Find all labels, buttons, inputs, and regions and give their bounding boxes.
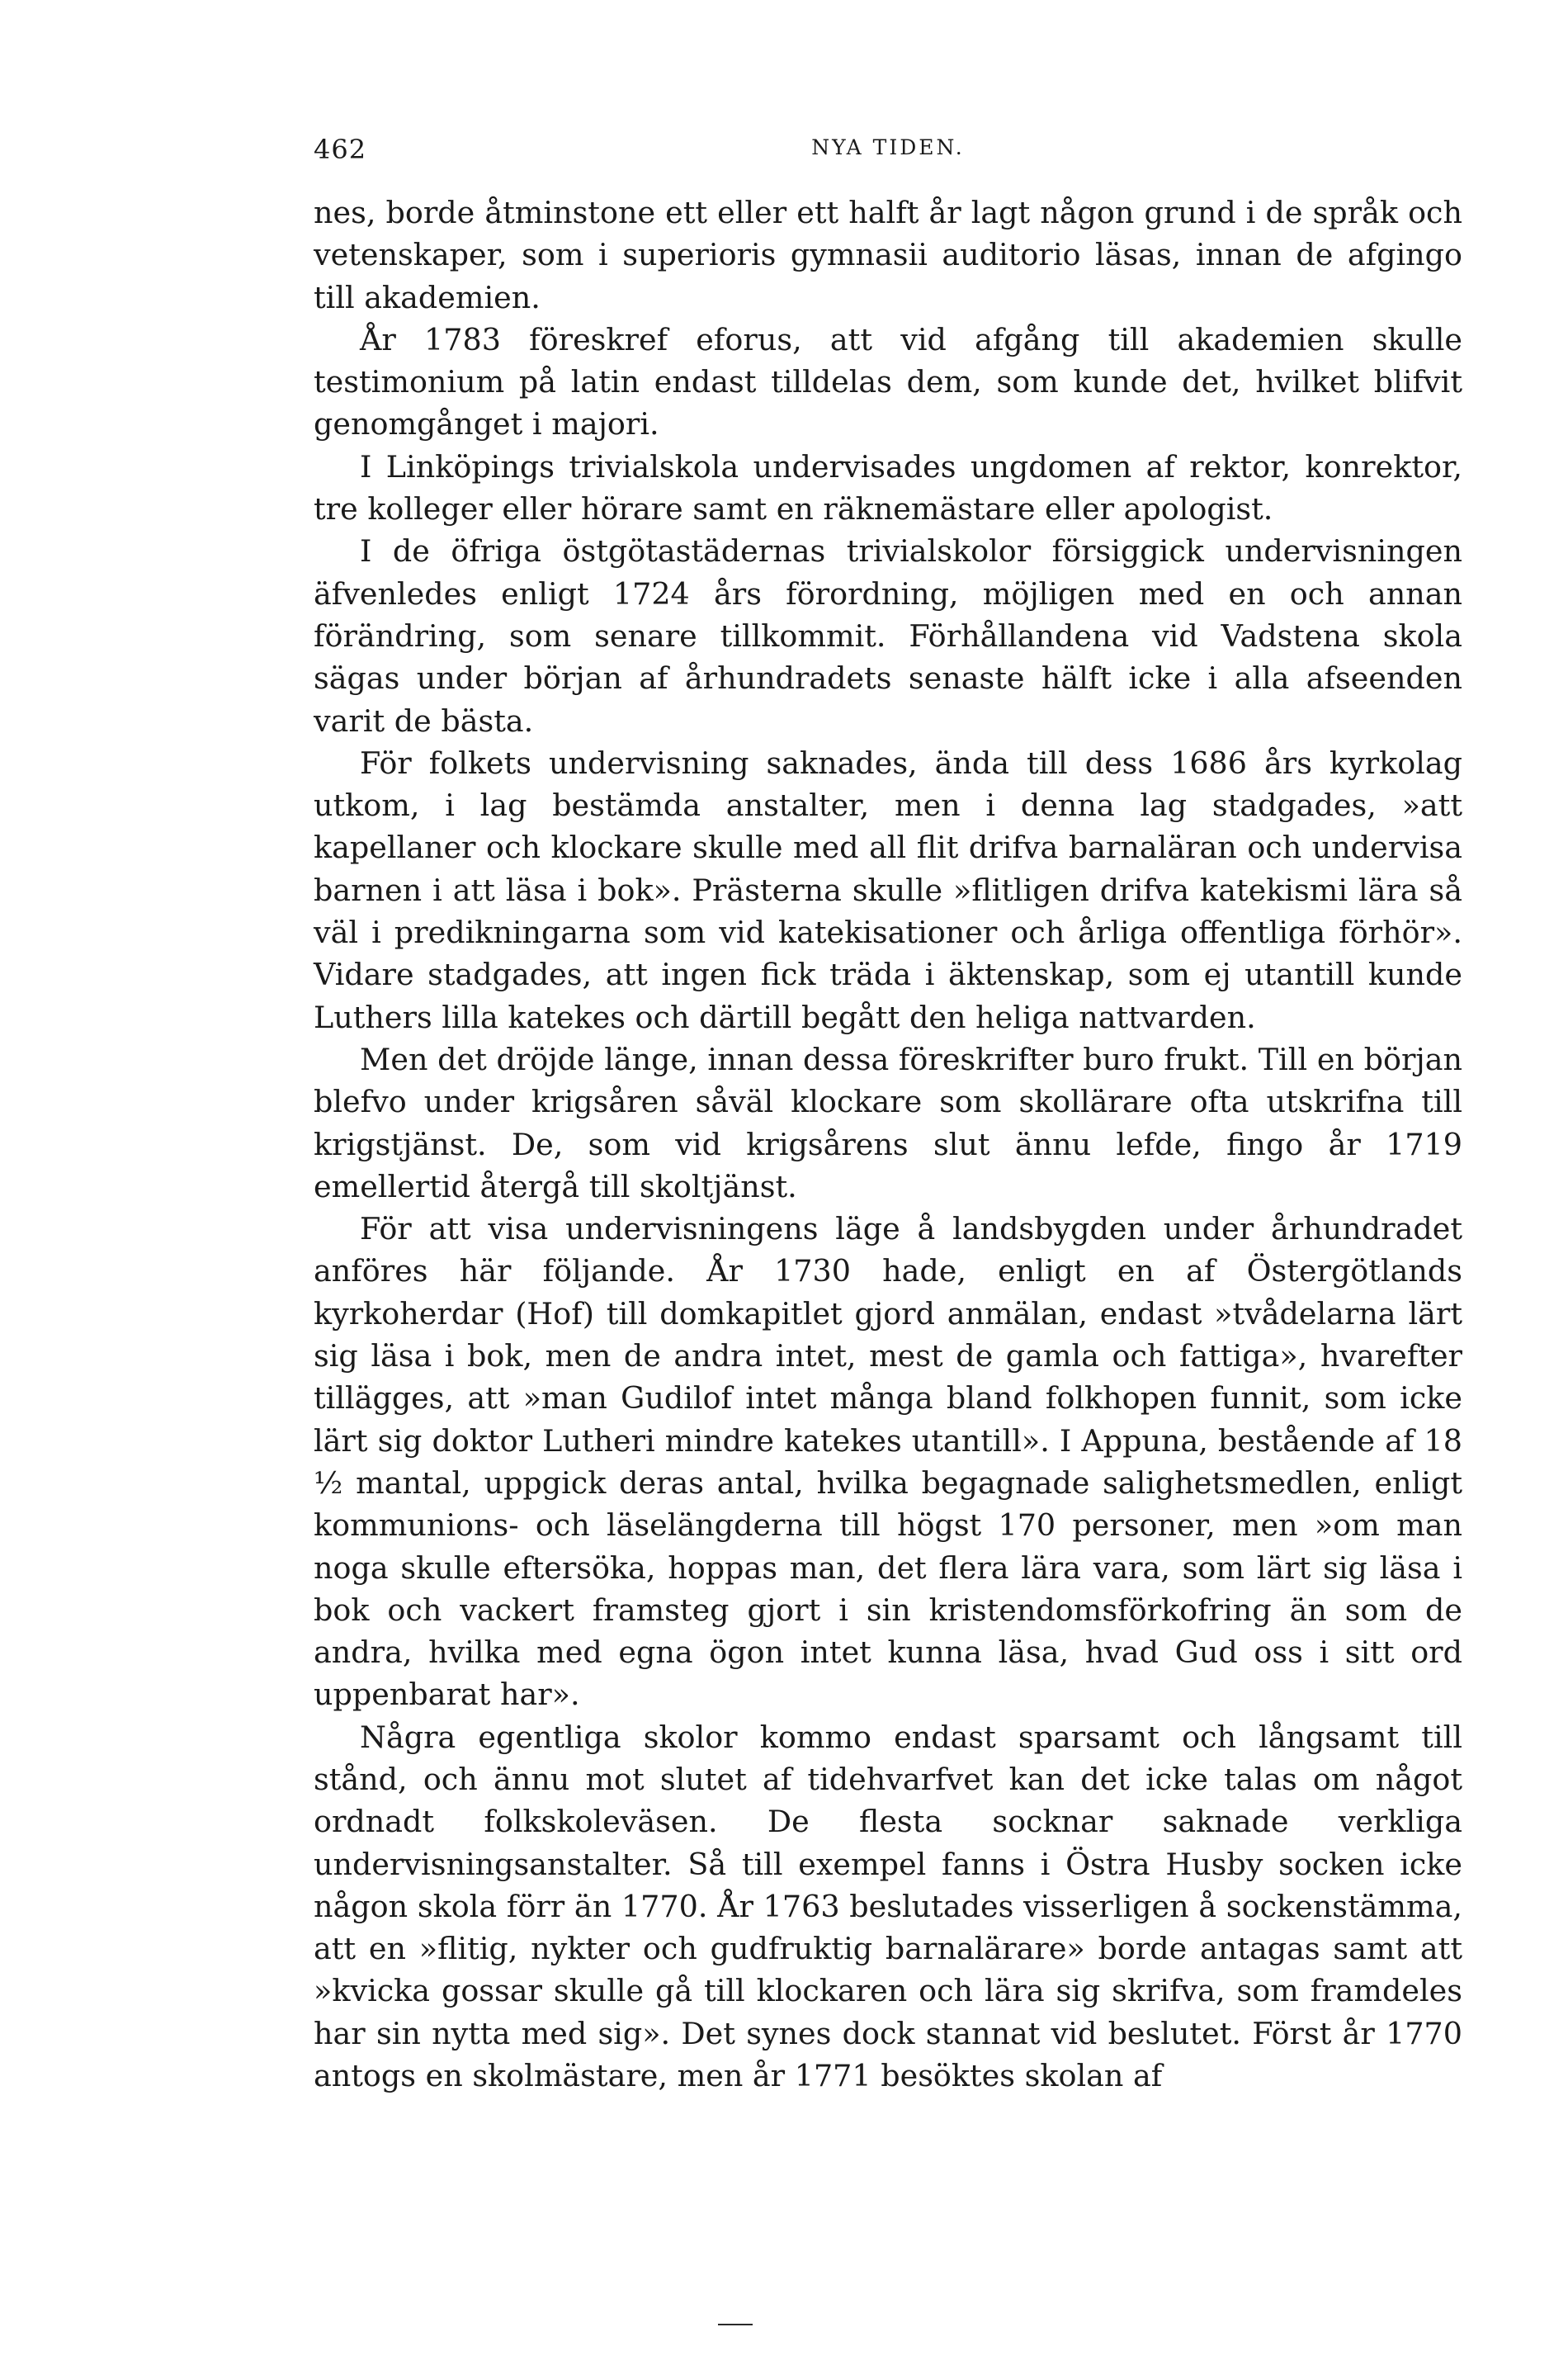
page-content xyxy=(314,124,1462,2097)
paragraph: I Linköpings trivialskola undervisades ungdomen af rektor, konrektor, tre kolleger eller hörare samt en räknemästare eller apologist. xyxy=(314,448,1462,527)
paragraph: År 1783 föreskref eforus, att vid afgång till akademien skulle testimonium på latin endast tilldelas dem, som kunde det, hvilket blifvit genomgånget i majori. xyxy=(314,321,1462,442)
paragraph: I de öfriga östgötastädernas trivialskolor försiggick undervisningen äfvenledes enligt 1724 års förordning, möjligen med en och annan förändring, som senare tillkommit. Förhållandena vid Vadstena skola sägas under början af århundradets senaste hälft icke i alla afseenden varit de bästa. xyxy=(314,533,1462,739)
paragraph: Men det dröjde länge, innan dessa föreskrifter buro frukt. Till en början blefvo under krigsåren såväl klockare som skollärare ofta utskrifna till krigstjänst. De, som vid krigsårens slut ännu lefde, fingo år 1719 emellertid återgå till skoltjänst. xyxy=(314,1041,1462,1204)
page-number: 462 xyxy=(314,134,367,165)
paragraph: För folkets undervisning saknades, ända till dess 1686 års kyrkolag utkom, i lag bestämda anstalter, men i denna lag stadgades, »att kapellaner och klockare skulle med all flit drifva barnaläran och undervisa barnen i att läsa i bok». Prästerna skulle »flitligen drifva katekismi lära så väl i predikningarna som vid katekisationer och årliga offentliga förhör». Vidare stadgades, att ingen fick träda i äktenskap, som ej utantill kunde Luthers lilla katekes och därtill begått den heliga nattvarden. xyxy=(314,745,1462,1035)
body-text xyxy=(314,192,1462,2097)
paragraph: För att visa undervisningens läge å landsbygden under århundradet anföres här följande. År 1730 hade, enligt en af Östergötlands kyrkoherdar (Hof) till domkapitlet gjord anmälan, endast »tvådelarna lärt sig läsa i bok, men de andra intet, mest de gamla och fattiga», hvarefter tillägges, att »man Gudilof intet många bland folkhopen funnit, som icke lärt sig doktor Lutheri mindre katekes utantill». I Appuna, bestående af 18 ½ mantal, uppgick deras antal, hvilka begagnade salighetsmedlen, enligt kommunions- och läselängderna till högst 170 personer, men »om man noga skulle eftersöka, hoppas man, det flera lära vara, som lärt sig läsa i bok och vackert framsteg gjort i sin kristendomsförkofring än som de andra, hvilka med egna ögon intet kunna läsa, hvad Gud oss i sitt ord uppenbarat har». xyxy=(314,1211,1462,1713)
journal-title: NYA TIDEN. xyxy=(811,135,965,159)
running-head xyxy=(314,124,1462,173)
paragraph: Några egentliga skolor kommo endast sparsamt och långsamt till stånd, och ännu mot slutet af tidehvarfvet kan det icke talas om något ordnadt folkskoleväsen. De flesta socknar saknade verkliga undervisningsanstalter. Så till exempel fanns i Östra Husby socken icke någon skola förr än 1770. År 1763 beslutades visserligen å sockenstämma, att en »flitig, nykter och gudfruktig barnalärare» borde antagas samt att »kvicka gossar skulle gå till klockaren och lära sig skrifva, som framdeles har sin nytta med sig». Det synes dock stannat vid beslutet. Först år 1770 antogs en skolmästare, men år 1771 besöktes skolan af xyxy=(314,1719,1462,2094)
paragraph-continued: nes, borde åtminstone ett eller ett halft år lagt någon grund i de språk och vetenskaper, som i superioris gymnasii auditorio läsas, innan de afgingo till akademien. xyxy=(314,195,1462,315)
footer-rule xyxy=(718,2324,753,2325)
